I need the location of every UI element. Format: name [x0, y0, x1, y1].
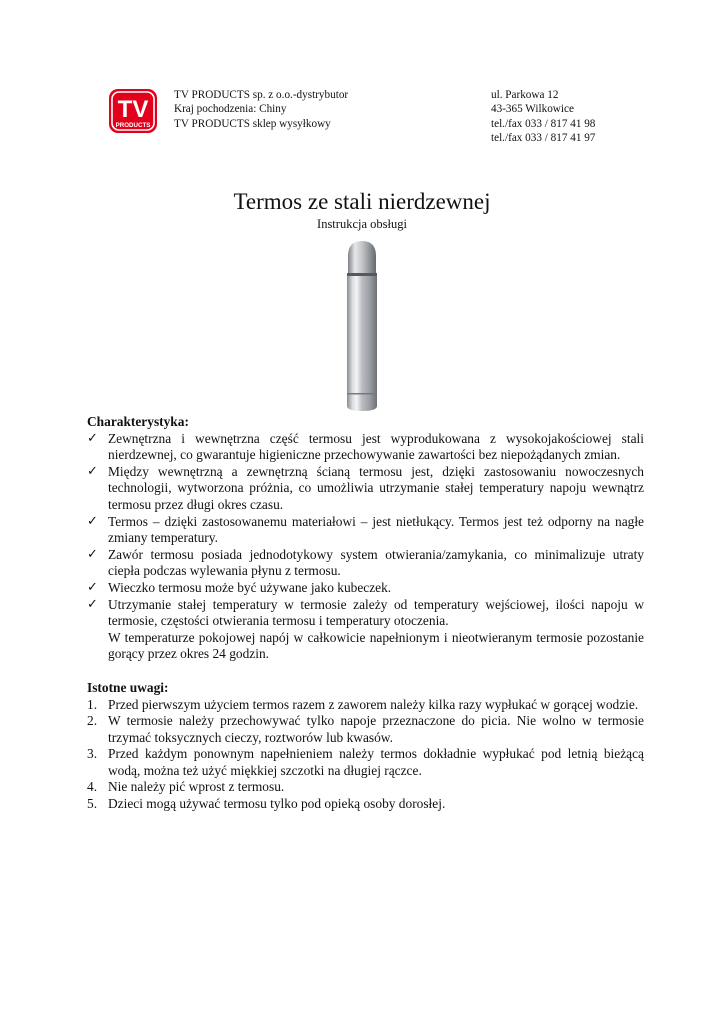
list-item — [87, 431, 644, 464]
phone-line: tel./fax 033 / 817 41 97 — [491, 131, 596, 144]
list-number: 1. — [87, 696, 98, 712]
list-item-text: W termosie należy przechowywać tylko napoje przeznaczone do picia. Nie wolno w termosie trzymać toksycznych cieczy, roztworów lub kwasów. — [108, 713, 644, 745]
thermos-body — [347, 276, 377, 411]
list-item-text: Między wewnętrzną a zewnętrzną ścianą termosu jest, dzięki zastosowaniu nowoczesnych technologii, wytworzona próżnia, co umożliwia utrzymanie stałej temperatury napoju wewnątrz termosu przez długi okres czasu. — [108, 463, 644, 512]
list-item — [87, 713, 644, 746]
notes-heading: Istotne uwagi: — [87, 679, 169, 695]
list-number: 5. — [87, 796, 98, 812]
notes-list — [87, 697, 644, 813]
company-info — [174, 88, 348, 131]
thermos-cap-seam — [347, 273, 377, 276]
address-line: 43-365 Wilkowice — [491, 103, 574, 116]
check-icon: ✓ — [87, 463, 98, 479]
check-icon: ✓ — [87, 430, 98, 446]
list-item — [87, 464, 644, 514]
list-number: 2. — [87, 713, 98, 729]
list-item-text: Dzieci mogą używać termosu tylko pod opieką osoby dorosłej. — [108, 796, 446, 812]
page-title: Termos ze stali nierdzewnej — [233, 189, 491, 214]
list-item — [87, 597, 644, 663]
list-item-text: Przed pierwszym użyciem termos razem z zaworem należy kilka razy wypłukać w gorącej wodzie. — [108, 696, 639, 712]
list-item — [87, 547, 644, 580]
contact-info — [491, 88, 595, 145]
check-icon: ✓ — [87, 579, 98, 595]
list-item — [87, 779, 644, 796]
check-icon: ✓ — [87, 546, 98, 562]
page-subtitle: Instrukcja obsługi — [317, 217, 407, 231]
list-item — [87, 796, 644, 813]
list-number: 3. — [87, 746, 98, 762]
thermos-cap — [348, 241, 376, 274]
thermos-base-ring — [347, 393, 377, 395]
document-body — [87, 414, 644, 813]
company-line: TV PRODUCTS sp. z o.o.-dystrybutor — [174, 89, 349, 101]
characteristics-list — [87, 431, 644, 663]
characteristics-heading: Charakterystyka: — [87, 414, 189, 429]
company-line: TV PRODUCTS sklep wysyłkowy — [174, 117, 331, 130]
check-icon: ✓ — [87, 513, 98, 529]
check-icon: ✓ — [87, 596, 98, 612]
list-item — [87, 746, 644, 779]
list-item-text: Utrzymanie stałej temperatury w termosie zależy od temperatury wejściowej, ilości napoju w termosie, częstości otwierania termosu i temperatury otoczenia. — [108, 596, 644, 629]
list-item — [87, 697, 644, 714]
list-item — [87, 580, 644, 597]
list-item-text: Przed każdym ponownym napełnieniem należy termos dokładnie wypłukać pod letnią bieżącą wodą, można też użyć miękkiej szczotki na długiej rączce. — [108, 746, 644, 778]
tv-products-logo — [108, 88, 158, 134]
list-item-text: Zewnętrzna i wewnętrzna część termosu jest wyprodukowana z wysokojakościowej stali nierdzewnej, co gwarantuje higieniczne przechowywanie zawartości bez niepożądanych zmian. — [108, 430, 644, 463]
list-item — [87, 514, 644, 547]
list-item-text: W temperaturze pokojowej napój w całkowicie napełnionym i nieotwieranym termosie pozostanie gorący przez okres 24 godzin. — [108, 629, 644, 662]
logo-text-sub: PRODUCTS — [115, 122, 151, 129]
company-line: Kraj pochodzenia: Chiny — [174, 103, 287, 116]
list-item-text: Zawór termosu posiada jednodotykowy system otwierania/zamykania, co minimalizuje utraty ciepła podczas wylewania płynu z termosu. — [108, 546, 644, 579]
list-number: 4. — [87, 779, 98, 795]
list-item-text: Nie należy pić wprost z termosu. — [108, 779, 285, 795]
list-item-text: Termos – dzięki zastosowanemu materiałowi – jest nietłukący. Termos jest też odporny na nagłe zmiany temperatury. — [108, 513, 644, 546]
logo-text-main: TV — [117, 96, 149, 123]
list-item-text: Wieczko termosu może być używane jako kubeczek. — [108, 579, 392, 595]
thermos-image — [340, 238, 384, 414]
address-line: ul. Parkowa 12 — [491, 89, 559, 101]
phone-line: tel./fax 033 / 817 41 98 — [491, 117, 596, 130]
